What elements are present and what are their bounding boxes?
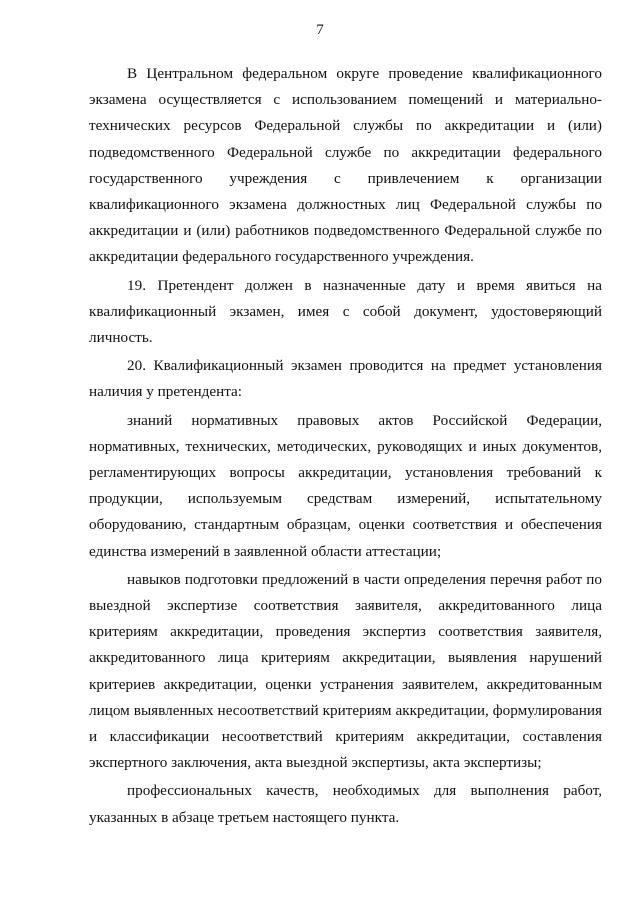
paragraph-skills: навыков подготовки предложений в части определения перечня работ по выездной экспертизе соответствия заявителя, аккредитованного лица критериям аккредитации, проведения экспертиз соответствия заявителя, аккредитованного лица критериям аккредитации, выявления нарушений критериев аккредитации, оценки устранения заявителем, аккредитованным лицом выявленных несоответствий критериям аккредитации, формулирования и классификации несоответствий критериям аккредитации, составления экспертного заключения, акта выездной экспертизы, акта экспертизы; — [89, 570, 602, 772]
paragraph-central-district: В Центральном федеральном округе проведение квалификационного экзамена осуществляется с использованием помещений и материально-технических ресурсов Федеральной службы по аккредитации и (или) подведомственного Федеральной службе по аккредитации федерального государственного учреждения с привлечением к организации квалификационного экзамена должностных лиц Федеральной службы по аккредитации и (или) работников подведомственного Федеральной службе по аккредитации федерального государственного учреждения. — [89, 65, 602, 266]
paragraph-19: 19. Претендент должен в назначенные дату и время явиться на квалификационный экзамен, имея с собой документ, удостоверяющий личность. — [89, 276, 602, 347]
paragraph-qualities: профессиональных качеств, необходимых для выполнения работ, указанных в абзаце третьем настоящего пункта. — [89, 782, 602, 826]
page-number: 7 — [316, 22, 324, 38]
paragraph-knowledge: знаний нормативных правовых актов Российской Федерации, нормативных, технических, методических, руководящих и иных документов, регламентирующих вопросы аккредитации, установления требований к продукции, используемым средствам измерений, испытательному оборудованию, стандартным образцам, оценки соответствия и обеспечения единства измерений в заявленной области аттестации; — [89, 411, 602, 560]
paragraph-20: 20. Квалификационный экзамен проводится на предмет установления наличия у претендента: — [89, 357, 602, 401]
document-body — [89, 61, 602, 831]
